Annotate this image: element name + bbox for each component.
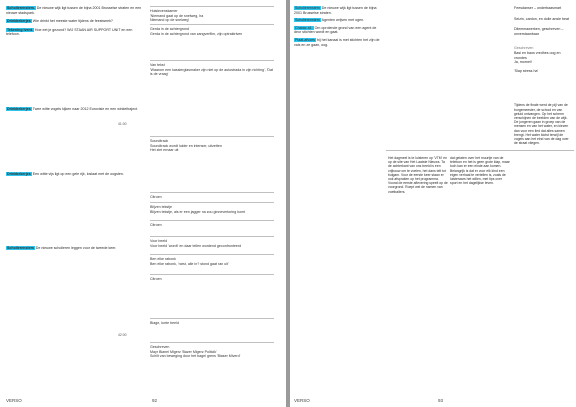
body-text: Het dagmeel is te luisteren op 'VTM' en op de site van Het Laatste Nieuws. Ta de achterkant van ons beeld is een vrijbouw om te voelen, het dans telt tot bulgam. Voor de eerste keer staan er ook afspraken op het programma. Vooral de eerste aflevering speelt op de voorgrond. Roept wel de namen van voetballers.	[388, 156, 448, 194]
paragraph-text: Wie drinkt het meeste water tijdens de feestweek?	[32, 19, 113, 24]
cue-line: Voor beeld 'wordt' en daar tellen wordend geconfronteerd	[150, 243, 242, 248]
cue-block	[150, 6, 274, 23]
cue-block	[150, 342, 274, 359]
right-column-main	[294, 6, 382, 50]
cue-heading: Gerda in de achtergrond	[150, 27, 189, 31]
cue-block	[150, 220, 274, 228]
speaker-label: Drinkbekerjes	[7, 171, 31, 176]
cue-block	[150, 274, 274, 282]
cue-heading: Geschreven	[514, 46, 534, 51]
left-column-main	[6, 6, 146, 255]
cue-heading: Blijven tekstje	[150, 205, 172, 209]
paragraph-text: Agenten wrijven met ogen.	[321, 18, 365, 23]
paragraph-text: De nieuwe wijk ligt tussen de bijna 2001 Brusselse straten.	[294, 6, 377, 15]
right-page	[290, 0, 576, 407]
paragraph	[6, 19, 146, 24]
speaker-label: Scholierenstem.	[7, 6, 35, 10]
cue-line: Ja, mornel!	[514, 60, 532, 65]
cue-line: Mayr Bianel Migerz 'Bazer Migerz Politcik'	[150, 349, 217, 354]
left-page	[0, 0, 286, 407]
paragraph	[6, 246, 146, 251]
right-column-cues	[514, 6, 572, 145]
running-head: VERSO	[294, 398, 310, 403]
speaker-label: Scholierenstem	[295, 18, 320, 23]
speaker-label: Plaat-afvoes	[295, 37, 315, 42]
cue-heading: Ben elke rabonk	[150, 257, 176, 261]
speaker-label: Tekening ivent.	[7, 27, 33, 32]
paragraph-text: Hoe eet je gezond? WIJ STAAN AIR SUPPORT UNIT en een telefoon.	[6, 27, 133, 37]
paragraph	[294, 26, 382, 35]
paragraph	[6, 172, 146, 177]
cue-line: Biage, korte beeld	[150, 321, 179, 325]
cue-line: Niemand op de snelweg'	[150, 18, 190, 23]
cue-block	[150, 236, 274, 248]
cue-line: 'Niemand gaat op de snelweg, ha	[150, 13, 204, 18]
cue-block	[150, 254, 274, 266]
cue-line: Seizin, cardon, en dolle ansle beat	[514, 16, 569, 21]
cue-line: Feesdanser – onderbaasmart	[514, 6, 562, 10]
body-text: Tijdens de finale werd de pijl van de burgemeester, de school en van geluid ontvangen. Op het scherm verschijnen de beelden van de wijk. De jongeren gaan in groep van de mensen en van het water, en kiezen dan voor een lied dat alles samen brengt. Het water klotst terwijl de vogels aan het eind van de dag over de straat vliegen.	[514, 103, 569, 146]
paragraph-text: Een witte vijs ligt op een gele rijk, loslaat met de oogsten.	[32, 171, 124, 176]
cue-block	[150, 24, 274, 36]
timecode-marker: 41:00	[118, 122, 127, 126]
cue-block	[150, 318, 274, 326]
speaker-label: Drinkbekerjes	[7, 19, 31, 24]
paragraph	[6, 6, 146, 15]
cue-heading: Huislevenskamer	[150, 9, 178, 13]
timecode-marker: 42:00	[118, 333, 127, 337]
cue-line: Het ziet ernaar uit	[150, 148, 179, 153]
cue-line: Citroen	[150, 195, 162, 199]
paragraph-text: De nieuwe scholieren leggen voor de tweede keer.	[35, 246, 117, 251]
speaker-label: Drinkbekerjes	[7, 106, 31, 111]
speaker-label: Scholierenstem	[7, 246, 34, 251]
right-column-body-1	[388, 156, 448, 194]
cue-line: Soundtrack wordt luider en intenser, uitzetten	[150, 143, 222, 148]
cue-heading: Voor beeld	[150, 239, 168, 243]
paragraph-text: Om oprolende grond van een agent de deur stichten wordt en gaat.	[294, 25, 377, 35]
cue-line: Basi en baos vredhes oog en vrundes	[514, 50, 561, 60]
cue-block	[150, 60, 274, 77]
cue-line: Dilemmawerken, geschreven – onverstaanbaar	[514, 27, 564, 36]
speaker-label: Charac a1.	[295, 25, 313, 30]
page-number: 92	[152, 398, 158, 403]
cue-line: 'Waarom een kassierglasmaker zijn niet op de autostrada in zijn richting', 'Dat is de vraag'	[150, 67, 273, 77]
cue-line: Gerda in de achtergrond van zangverfilm, zijn optraktriven	[150, 31, 243, 36]
cue-line: Citroen	[150, 277, 162, 281]
cue-line: Schilt van beweging door het bagel grens 'Biaser Miverd'	[150, 354, 241, 359]
page-number: 93	[438, 398, 444, 403]
paragraph	[294, 18, 382, 23]
paragraph-text: bij het kanaal is met stichten het zijn de vals en ze gaan, oog.	[294, 37, 380, 47]
paragraph	[6, 107, 146, 112]
paragraph	[294, 6, 382, 15]
cue-heading: Geschreven	[150, 345, 170, 349]
section-divider	[386, 150, 574, 151]
paragraph-text: Twee witte vogels kijken naar 2012 Eurovisie en een winkeltraject.	[32, 106, 138, 111]
running-head: VERSO	[6, 398, 22, 403]
paragraph	[6, 28, 146, 37]
cue-block	[150, 202, 274, 214]
cue-line: 'Slap stress ha'	[514, 68, 539, 73]
cue-line: Blijven tekstje, als er een jagger na zou ginnevertoring komt	[150, 209, 246, 214]
cue-line: Ben elke rabonk, 'rarst, alle in? stond gaat ran uit'	[150, 261, 229, 266]
cue-heading: Soundtrack	[150, 139, 169, 143]
body-text: dat gelaten over het muurtje van de telefoon en het is geen grote klap, maar toch kan er een einde aan komen. Belangrijk is dat er voor elk kind een eigen verhaal te vertellen is, zoals de luisteraars het willen, met tips over sport en het dagelijkse leven.	[450, 156, 510, 186]
cue-block	[150, 136, 274, 153]
right-column-body-2	[450, 156, 510, 185]
cue-block	[150, 192, 274, 200]
paragraph-text: De nieuwe wijk ligt tussen de bijna 2001 Brusselse straten en een nieuwe stadspark.	[6, 6, 142, 15]
cue-line: Citroen	[150, 223, 162, 227]
cue-heading: Van tekst	[150, 63, 165, 67]
speaker-label: Scholierenstem	[295, 6, 320, 10]
paragraph	[294, 38, 382, 47]
